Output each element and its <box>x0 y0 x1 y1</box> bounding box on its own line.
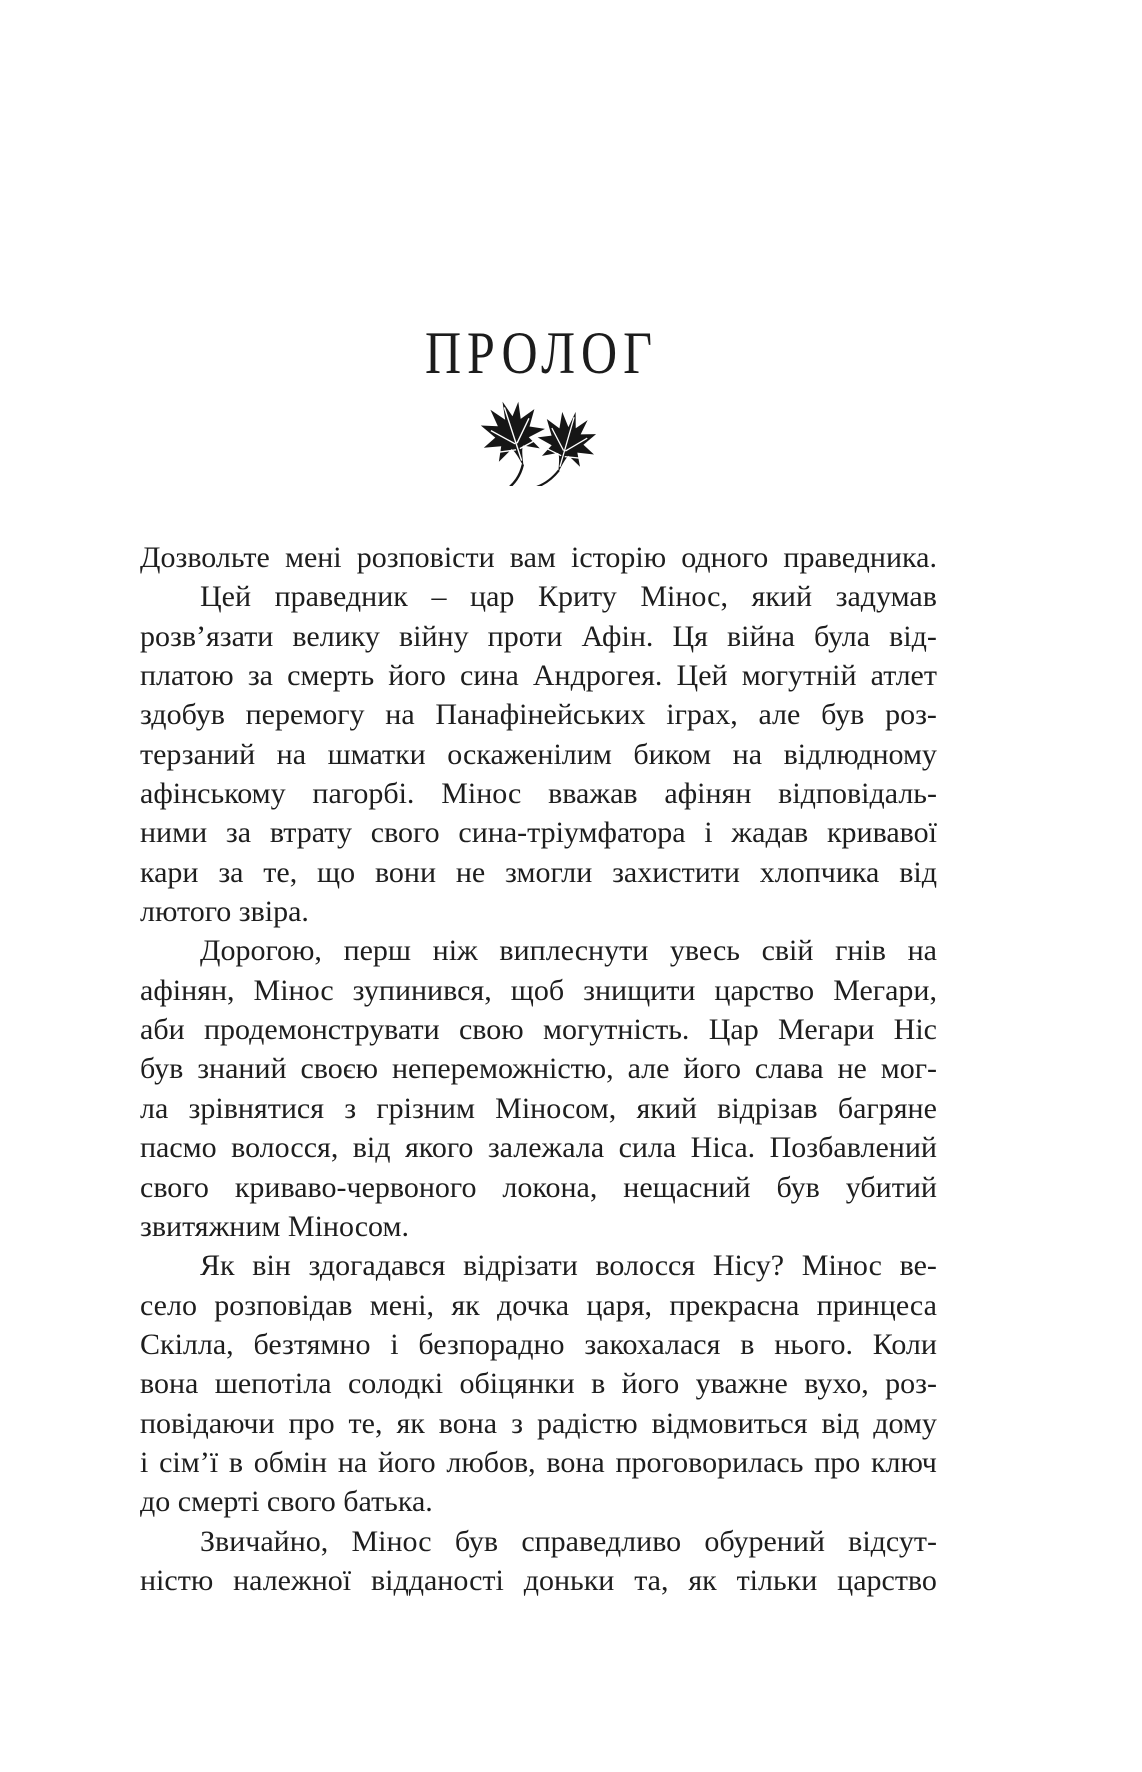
text-line: Як він здогадався відрізати волосся Нісу? Мінос ве- <box>200 1249 937 1283</box>
chapter-title-text: ПРОЛОГ <box>424 319 659 387</box>
text-line: ними за втрату свого сина-тріумфатора і жадав кривавої <box>140 816 937 850</box>
text-line: лютого звіра. <box>140 895 309 929</box>
text-line: афінян, Мінос зупинився, щоб знищити царство Мегари, <box>140 973 937 1007</box>
text-line: Дорогою, перш ніж виплеснути увесь свій гнів на <box>200 934 937 968</box>
text-line: Дозвольте мені розповісти вам історію одного праведника. <box>140 541 937 574</box>
text-line: Звичайно, Мінос був справедливо обурений відсут- <box>200 1524 937 1558</box>
body-text <box>140 538 937 1600</box>
text-line: повідаючи про те, як вона з радістю відмовиться від дому <box>140 1406 937 1440</box>
text-line: платою за смерть його сина Андрогея. Цей могутній атлет <box>140 659 937 693</box>
text-line: Цей праведник – цар Криту Мінос, який задумав <box>200 580 937 614</box>
text-line: до смерті свого батька. <box>140 1485 433 1519</box>
text-line: ла зрівнятися з грізним Міносом, який відрізав багряне <box>140 1091 937 1125</box>
two-leaves-ornament-icon <box>469 398 609 486</box>
text-line: село розповідав мені, як дочка царя, прекрасна принцеса <box>140 1288 937 1322</box>
text-line: розв’язати велику війну проти Афін. Ця війна була від- <box>140 619 937 653</box>
text-line: ністю належної відданості доньки та, як тільки царство <box>140 1563 937 1597</box>
text-line: був знаний своєю непереможністю, але його слава не мог- <box>140 1052 937 1086</box>
text-line: кари за те, що вони не змогли захистити хлопчика від <box>140 855 937 889</box>
text-line: здобув перемогу на Панафінейських іграх, але був роз- <box>140 698 937 732</box>
text-line: аби продемонструвати свою могутність. Цар Мегари Ніс <box>140 1013 937 1047</box>
text-line: Скілла, безтямно і безпорадно закохалася в нього. Коли <box>140 1327 937 1361</box>
text-line: і сім’ї в обмін на його любов, вона проговорилась про ключ <box>140 1445 937 1479</box>
text-line: свого криваво-червоного локона, нещасний був убитий <box>140 1170 937 1204</box>
text-line: афінському пагорбі. Мінос вважав афінян відповідаль- <box>140 777 937 811</box>
text-line: вона шепотіла солодкі обіцянки в його уважне вухо, роз- <box>140 1367 937 1401</box>
text-line: терзаний на шматки оскаженілим биком на відлюдному <box>140 737 937 771</box>
text-line: пасмо волосся, від якого залежала сила Ніса. Позбавлений <box>140 1131 937 1165</box>
text-line: звитяжним Міносом. <box>140 1209 409 1243</box>
chapter-title <box>140 318 937 388</box>
